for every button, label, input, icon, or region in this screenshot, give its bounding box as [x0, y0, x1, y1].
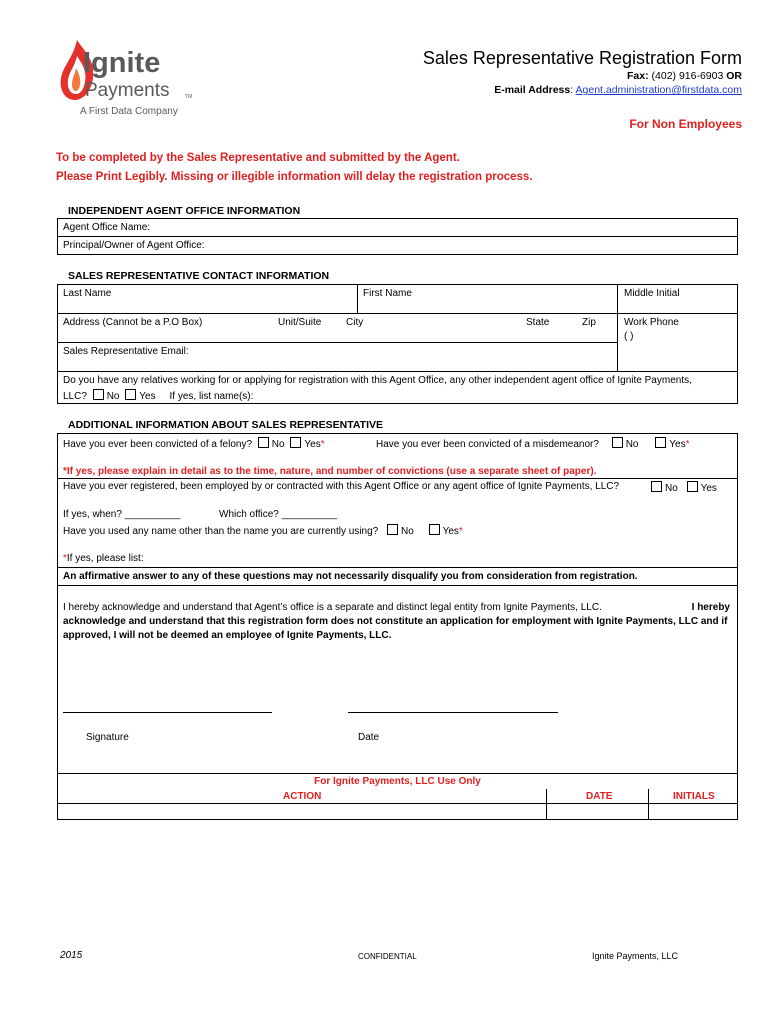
- work-phone-parens: ( ): [624, 331, 634, 342]
- relatives-yes-label: Yes: [139, 391, 156, 402]
- instruction-line-1: To be completed by the Sales Representative and submitted by the Agent.: [56, 152, 460, 164]
- felony-asterisk: *: [320, 439, 325, 450]
- misdemeanor-no-label: No: [625, 439, 639, 450]
- unit-suite-field[interactable]: Unit/Suite: [278, 317, 322, 328]
- office-date-cell[interactable]: [547, 804, 648, 819]
- signature-line[interactable]: [63, 712, 272, 713]
- additional-heading: ADDITIONAL INFORMATION ABOUT SALES REPRESENTATIVE: [68, 419, 384, 431]
- misdemeanor-yes-checkbox[interactable]: [655, 437, 666, 448]
- first-name-field[interactable]: First Name: [363, 288, 412, 299]
- misdemeanor-yes-label: Yes: [669, 439, 686, 450]
- felony-yes-label: Yes: [304, 439, 321, 450]
- email-line: E-mail Address: Agent.administration@firstdata.com: [494, 84, 742, 96]
- email-label: E-mail Address: [494, 84, 571, 96]
- office-initials-cell[interactable]: [649, 804, 737, 819]
- last-name-field[interactable]: Last Name: [63, 288, 112, 299]
- which-office-field[interactable]: Which office? __________: [219, 509, 338, 520]
- explain-note: *If yes, please explain in detail as to the time, nature, and number of convictions (use a separate sheet of paper).: [63, 466, 597, 477]
- misdemeanor-asterisk: *: [685, 439, 690, 450]
- logo-payments: Payments: [85, 80, 170, 101]
- please-list-field[interactable]: [63, 553, 144, 565]
- affirmative-note: An affirmative answer to any of these questions may not necessarily disqualify you from consideration from registration.: [63, 571, 638, 582]
- non-employees-label: For Non Employees: [629, 117, 742, 131]
- felony-no-label: No: [271, 439, 285, 450]
- instruction-line-2: Please Print Legibly. Missing or illegible information will delay the registration process.: [56, 171, 533, 183]
- date-line[interactable]: [348, 712, 558, 713]
- state-field[interactable]: State: [526, 317, 550, 328]
- work-phone-field[interactable]: Work Phone: [624, 317, 679, 328]
- felony-label: Have you ever been convicted of a felony?: [63, 439, 253, 450]
- registered-no-label: No: [665, 483, 678, 494]
- logo-brand: Ignite: [83, 47, 161, 79]
- misdemeanor-label: Have you ever been convicted of a misdemeanor?: [376, 439, 599, 450]
- relatives-no-label: No: [106, 391, 120, 402]
- fax-value: (402) 916-6903: [651, 70, 724, 82]
- registered-question: Have you ever registered, been employed by or contracted with this Agent Office or any agent office of Ignite Payments, LLC?: [63, 481, 620, 492]
- footer-company: Ignite Payments, LLC: [592, 951, 679, 961]
- footer-confidential: CONFIDENTIAL: [358, 952, 417, 961]
- acknowledge-line-3: approved, I will not be deemed an employee of Ignite Payments, LLC.: [63, 630, 392, 641]
- rep-email-field[interactable]: Sales Representative Email:: [63, 346, 189, 357]
- please-list-label: If yes, please list:: [66, 553, 144, 564]
- or-label: OR: [726, 70, 742, 82]
- other-name-yes-label: Yes: [442, 526, 459, 537]
- logo-tm: TM: [185, 94, 193, 100]
- relatives-yes-checkbox[interactable]: [125, 389, 136, 400]
- company-logo: [55, 36, 215, 122]
- registered-yes-checkbox[interactable]: [687, 481, 698, 492]
- zip-field[interactable]: Zip: [582, 317, 596, 328]
- agent-office-name-field[interactable]: Agent Office Name:: [63, 222, 151, 233]
- office-initials-header: INITIALS: [673, 791, 715, 802]
- felony-no-checkbox[interactable]: [258, 437, 269, 448]
- other-name-question: [63, 524, 463, 538]
- relatives-question-cont: [63, 389, 253, 403]
- city-field[interactable]: City: [346, 317, 364, 328]
- felony-question: [63, 437, 325, 451]
- acknowledge-line-2: acknowledge and understand that this registration form does not constitute an application for employment with Ignite Payments, LLC and if: [63, 616, 728, 627]
- felony-yes-checkbox[interactable]: [290, 437, 301, 448]
- middle-initial-field[interactable]: Middle Initial: [624, 288, 680, 299]
- fax-line: [627, 70, 742, 82]
- registered-options: [648, 481, 717, 495]
- date-label: Date: [358, 732, 380, 743]
- signature-label: Signature: [86, 732, 129, 743]
- acknowledge-line-1b: I hereby: [691, 602, 730, 613]
- footer-year: 2015: [60, 950, 83, 961]
- other-name-no-checkbox[interactable]: [387, 524, 398, 535]
- office-action-cell[interactable]: [58, 804, 546, 819]
- office-date-header: DATE: [586, 791, 613, 802]
- office-action-header: ACTION: [283, 791, 322, 802]
- relatives-llc: LLC?: [63, 391, 87, 402]
- when-field[interactable]: If yes, when? __________: [63, 509, 181, 520]
- other-name-asterisk: *: [458, 526, 463, 537]
- other-name-no-label: No: [400, 526, 414, 537]
- contact-heading: SALES REPRESENTATIVE CONTACT INFORMATION: [68, 270, 330, 282]
- address-field[interactable]: Address (Cannot be a P.O Box): [63, 317, 203, 328]
- misdemeanor-question: [376, 437, 690, 451]
- relatives-list-names[interactable]: If yes, list name(s):: [169, 391, 254, 402]
- agent-office-heading: INDEPENDENT AGENT OFFICE INFORMATION: [68, 205, 301, 217]
- relatives-no-checkbox[interactable]: [93, 389, 104, 400]
- relatives-question: Do you have any relatives working for or applying for registration with this Agent Office, any other independent agent office of Ignite Payments,: [63, 375, 692, 386]
- fax-label: Fax:: [627, 70, 649, 82]
- principal-owner-field[interactable]: Principal/Owner of Agent Office:: [63, 240, 205, 251]
- other-name-yes-checkbox[interactable]: [429, 524, 440, 535]
- page-title: Sales Representative Registration Form: [422, 48, 742, 68]
- please-list-asterisk: *: [63, 553, 67, 564]
- registered-no-checkbox[interactable]: [651, 481, 662, 492]
- registered-yes-label: Yes: [700, 483, 717, 494]
- acknowledge-line-1a: I hereby acknowledge and understand that Agent’s office is a separate and distinct legal entity from Ignite Payments, LLC.: [63, 602, 602, 613]
- email-link[interactable]: Agent.administration@firstdata.com: [575, 84, 742, 96]
- other-name-label: Have you used any name other than the name you are currently using?: [63, 526, 379, 537]
- office-use-title: For Ignite Payments, LLC Use Only: [314, 776, 481, 787]
- logo-tagline: A First Data Company: [80, 106, 178, 117]
- misdemeanor-no-checkbox[interactable]: [612, 437, 623, 448]
- acknowledge-line-1: [63, 602, 730, 614]
